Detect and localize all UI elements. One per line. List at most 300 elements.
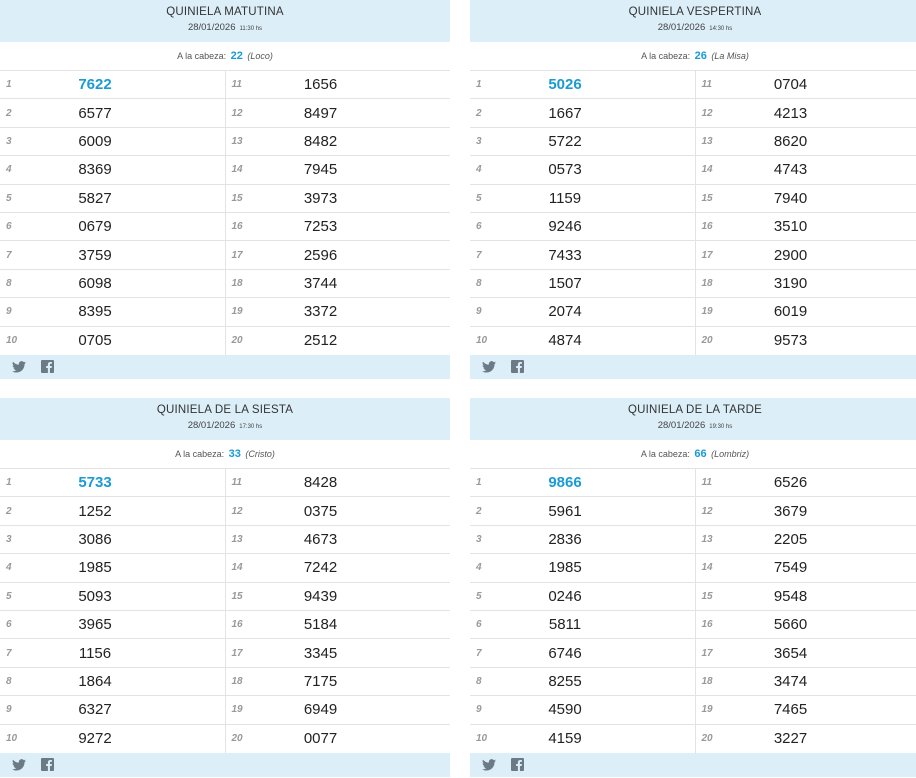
result-number: 9866 xyxy=(548,474,582,492)
result-position: 12 xyxy=(701,505,713,517)
result-row xyxy=(696,554,916,582)
result-row xyxy=(0,327,225,355)
result-number: 3973 xyxy=(303,189,338,207)
result-number: 9272 xyxy=(78,730,112,748)
result-position: 16 xyxy=(231,221,243,233)
card-date: 28/01/2026 xyxy=(187,420,236,431)
result-row xyxy=(470,298,695,326)
result-row xyxy=(0,497,225,525)
result-number: 3227 xyxy=(773,730,808,748)
quiniela-card xyxy=(0,398,450,777)
result-position: 15 xyxy=(231,590,243,602)
result-position: 7 xyxy=(6,249,12,261)
result-position: 1 xyxy=(476,477,482,489)
result-position: 11 xyxy=(231,477,242,489)
result-number: 5026 xyxy=(548,76,582,94)
result-position: 3 xyxy=(6,533,12,545)
result-number: 2074 xyxy=(548,303,582,321)
cabeza-row xyxy=(0,440,450,469)
result-position: 15 xyxy=(701,590,713,602)
result-row xyxy=(226,583,451,611)
result-row xyxy=(696,213,916,241)
result-position: 6 xyxy=(6,221,12,233)
result-row xyxy=(470,270,695,298)
result-position: 12 xyxy=(701,107,713,119)
twitter-icon[interactable] xyxy=(482,758,496,772)
result-number: 3086 xyxy=(78,530,112,548)
result-position: 5 xyxy=(476,192,482,204)
result-position: 8 xyxy=(476,675,482,687)
card-header xyxy=(470,0,916,42)
result-position: 7 xyxy=(6,647,12,659)
facebook-icon[interactable] xyxy=(510,360,524,374)
result-row xyxy=(226,241,451,269)
result-row xyxy=(0,611,225,639)
result-number: 0375 xyxy=(303,502,338,520)
result-number: 0705 xyxy=(78,332,112,350)
result-row xyxy=(470,526,695,554)
result-row xyxy=(470,583,695,611)
result-position: 12 xyxy=(231,505,243,517)
result-number: 4874 xyxy=(548,332,582,350)
result-row xyxy=(696,128,916,156)
result-number: 1656 xyxy=(303,76,338,94)
result-position: 3 xyxy=(476,533,482,545)
result-row xyxy=(226,696,451,724)
result-number: 4673 xyxy=(303,530,338,548)
result-row xyxy=(696,298,916,326)
results-column-left xyxy=(0,71,226,355)
result-position: 9 xyxy=(476,306,482,318)
results-column-left xyxy=(470,71,696,355)
result-row xyxy=(696,469,916,497)
cabeza-label: A la cabeza: xyxy=(641,51,691,61)
cabeza-name: (Loco) xyxy=(247,51,273,61)
card-date: 28/01/2026 xyxy=(657,420,706,431)
cabeza-name: (La Misa) xyxy=(711,51,749,61)
result-number: 5184 xyxy=(303,616,338,634)
result-position: 10 xyxy=(6,733,18,745)
result-position: 17 xyxy=(231,249,243,261)
cabeza-row xyxy=(470,440,916,469)
card-footer xyxy=(0,355,450,379)
result-position: 16 xyxy=(701,619,713,631)
result-number: 6098 xyxy=(78,274,112,292)
results-grid xyxy=(470,71,916,355)
twitter-icon[interactable] xyxy=(12,758,26,772)
result-number: 8482 xyxy=(303,132,338,150)
result-position: 5 xyxy=(476,590,482,602)
result-position: 16 xyxy=(701,221,713,233)
card-time: 19:30 hs xyxy=(709,424,733,430)
result-number: 5660 xyxy=(773,616,808,634)
result-number: 9246 xyxy=(548,218,582,236)
result-position: 6 xyxy=(476,619,482,631)
twitter-icon[interactable] xyxy=(482,360,496,374)
result-number: 7945 xyxy=(303,161,338,179)
card-time: 14:30 hs xyxy=(709,26,733,32)
result-position: 10 xyxy=(476,335,488,347)
facebook-icon[interactable] xyxy=(40,758,54,772)
result-row xyxy=(226,185,451,213)
result-number: 1507 xyxy=(548,274,582,292)
result-position: 9 xyxy=(6,704,12,716)
result-position: 8 xyxy=(6,277,12,289)
result-number: 6577 xyxy=(78,104,112,122)
result-position: 17 xyxy=(701,249,713,261)
result-number: 8255 xyxy=(548,672,582,690)
result-row xyxy=(470,639,695,667)
result-number: 6009 xyxy=(78,132,112,150)
card-date-line xyxy=(0,420,450,431)
card-header xyxy=(470,398,916,440)
result-row xyxy=(226,270,451,298)
result-position: 17 xyxy=(231,647,243,659)
cabeza-row xyxy=(470,42,916,71)
result-number: 3759 xyxy=(78,246,112,264)
quiniela-card xyxy=(470,398,916,777)
result-position: 2 xyxy=(476,107,482,119)
card-title: QUINIELA DE LA SIESTA xyxy=(156,404,294,416)
result-number: 1667 xyxy=(548,104,582,122)
result-position: 14 xyxy=(231,562,243,574)
result-row xyxy=(0,185,225,213)
result-number: 4590 xyxy=(548,701,582,719)
result-position: 11 xyxy=(701,477,712,489)
result-number: 9439 xyxy=(303,587,338,605)
result-position: 17 xyxy=(701,647,713,659)
result-number: 5093 xyxy=(78,587,112,605)
cabeza-number: 22 xyxy=(230,50,243,62)
result-row xyxy=(226,156,451,184)
result-position: 13 xyxy=(701,533,713,545)
result-row xyxy=(470,469,695,497)
cabeza-row xyxy=(0,42,450,71)
card-time: 11:30 hs xyxy=(239,26,263,32)
result-number: 7622 xyxy=(78,76,112,94)
result-row xyxy=(226,327,451,355)
result-row xyxy=(696,99,916,127)
result-position: 19 xyxy=(231,704,243,716)
result-position: 7 xyxy=(476,249,482,261)
result-number: 8428 xyxy=(303,474,338,492)
result-position: 18 xyxy=(231,675,243,687)
result-position: 11 xyxy=(701,79,712,91)
result-number: 1985 xyxy=(548,559,582,577)
result-position: 4 xyxy=(6,562,12,574)
results-grid xyxy=(0,469,450,753)
result-position: 1 xyxy=(6,477,12,489)
result-position: 2 xyxy=(6,107,12,119)
result-number: 7940 xyxy=(773,189,808,207)
result-row xyxy=(696,71,916,99)
result-position: 6 xyxy=(6,619,12,631)
cabeza-label: A la cabeza: xyxy=(640,449,690,459)
result-position: 20 xyxy=(231,335,243,347)
result-number: 5811 xyxy=(548,616,582,634)
result-position: 1 xyxy=(476,79,482,91)
result-position: 2 xyxy=(6,505,12,517)
result-number: 1159 xyxy=(548,189,582,207)
result-position: 15 xyxy=(701,192,713,204)
result-position: 3 xyxy=(476,135,482,147)
result-position: 20 xyxy=(701,733,713,745)
result-number: 3372 xyxy=(303,303,338,321)
cabeza-label: A la cabeza: xyxy=(177,51,227,61)
result-row xyxy=(0,128,225,156)
result-row xyxy=(696,185,916,213)
result-number: 9548 xyxy=(773,587,808,605)
results-grid xyxy=(470,469,916,753)
result-position: 20 xyxy=(231,733,243,745)
result-number: 2900 xyxy=(773,246,808,264)
result-number: 3654 xyxy=(773,644,808,662)
result-number: 0679 xyxy=(78,218,112,236)
result-row xyxy=(696,156,916,184)
result-number: 3965 xyxy=(78,616,112,634)
result-row xyxy=(696,270,916,298)
result-position: 14 xyxy=(701,562,713,574)
result-number: 4743 xyxy=(773,161,808,179)
card-title: QUINIELA DE LA TARDE xyxy=(628,404,762,416)
result-row xyxy=(0,526,225,554)
result-number: 2512 xyxy=(303,332,338,350)
result-row xyxy=(470,213,695,241)
result-number: 5722 xyxy=(548,132,582,150)
quiniela-card xyxy=(0,0,450,379)
result-number: 3345 xyxy=(303,644,338,662)
result-number: 7242 xyxy=(303,559,338,577)
result-position: 4 xyxy=(476,562,482,574)
result-row xyxy=(0,725,225,753)
card-header xyxy=(0,398,450,440)
result-position: 13 xyxy=(231,533,243,545)
result-position: 8 xyxy=(476,277,482,289)
result-row xyxy=(470,611,695,639)
result-position: 13 xyxy=(701,135,713,147)
result-position: 14 xyxy=(701,164,713,176)
results-column-left xyxy=(0,469,226,753)
result-row xyxy=(226,668,451,696)
result-row xyxy=(470,497,695,525)
card-date: 28/01/2026 xyxy=(657,22,706,33)
result-number: 5827 xyxy=(78,189,112,207)
result-number: 8497 xyxy=(303,104,338,122)
card-date: 28/01/2026 xyxy=(187,22,236,33)
result-row xyxy=(226,725,451,753)
result-position: 9 xyxy=(476,704,482,716)
result-number: 6526 xyxy=(773,474,808,492)
result-row xyxy=(226,213,451,241)
result-number: 6949 xyxy=(303,701,338,719)
result-row xyxy=(470,99,695,127)
result-number: 0573 xyxy=(548,161,582,179)
result-row xyxy=(696,583,916,611)
result-number: 8395 xyxy=(78,303,112,321)
result-number: 2596 xyxy=(303,246,338,264)
result-row xyxy=(226,128,451,156)
result-row xyxy=(226,526,451,554)
card-footer xyxy=(470,355,916,379)
facebook-icon[interactable] xyxy=(510,758,524,772)
quiniela-card xyxy=(470,0,916,379)
result-number: 4213 xyxy=(773,104,808,122)
result-position: 18 xyxy=(701,277,713,289)
result-position: 16 xyxy=(231,619,243,631)
card-header xyxy=(0,0,450,42)
result-row xyxy=(226,469,451,497)
cabeza-label: A la cabeza: xyxy=(175,449,225,459)
result-row xyxy=(470,327,695,355)
result-number: 7433 xyxy=(548,246,582,264)
results-column-left xyxy=(470,469,696,753)
result-position: 18 xyxy=(701,675,713,687)
card-date-line xyxy=(470,22,916,33)
result-row xyxy=(0,639,225,667)
result-row xyxy=(470,185,695,213)
result-row xyxy=(0,241,225,269)
card-footer xyxy=(0,753,450,777)
result-position: 19 xyxy=(231,306,243,318)
result-row xyxy=(0,554,225,582)
result-position: 11 xyxy=(231,79,242,91)
result-row xyxy=(696,241,916,269)
result-number: 4159 xyxy=(548,730,582,748)
results-column-right xyxy=(226,71,451,355)
result-row xyxy=(0,469,225,497)
result-row xyxy=(470,668,695,696)
result-number: 0246 xyxy=(548,587,582,605)
result-number: 0077 xyxy=(303,730,338,748)
twitter-icon[interactable] xyxy=(12,360,26,374)
card-date-line xyxy=(470,420,916,431)
result-row xyxy=(470,241,695,269)
result-number: 8620 xyxy=(773,132,808,150)
result-row xyxy=(470,696,695,724)
cabeza-number: 33 xyxy=(228,448,241,460)
result-row xyxy=(0,71,225,99)
result-number: 7253 xyxy=(303,218,338,236)
result-position: 18 xyxy=(231,277,243,289)
result-row xyxy=(0,583,225,611)
result-row xyxy=(470,128,695,156)
result-row xyxy=(470,156,695,184)
facebook-icon[interactable] xyxy=(40,360,54,374)
result-row xyxy=(226,497,451,525)
result-number: 1985 xyxy=(78,559,112,577)
result-position: 3 xyxy=(6,135,12,147)
result-row xyxy=(0,156,225,184)
result-number: 1252 xyxy=(78,502,112,520)
result-number: 3510 xyxy=(773,218,808,236)
results-column-right xyxy=(696,469,916,753)
result-position: 8 xyxy=(6,675,12,687)
result-row xyxy=(226,298,451,326)
result-position: 4 xyxy=(6,164,12,176)
result-position: 13 xyxy=(231,135,243,147)
results-column-right xyxy=(226,469,451,753)
result-row xyxy=(696,639,916,667)
result-number: 2836 xyxy=(548,530,582,548)
result-number: 8369 xyxy=(78,161,112,179)
card-title: QUINIELA MATUTINA xyxy=(166,6,284,18)
result-position: 1 xyxy=(6,79,12,91)
result-row xyxy=(0,298,225,326)
result-number: 3744 xyxy=(303,274,338,292)
result-position: 19 xyxy=(701,306,713,318)
result-position: 20 xyxy=(701,335,713,347)
result-number: 7549 xyxy=(773,559,808,577)
result-row xyxy=(226,639,451,667)
result-row xyxy=(470,71,695,99)
result-row xyxy=(696,526,916,554)
result-number: 0704 xyxy=(773,76,808,94)
result-row xyxy=(226,554,451,582)
result-row xyxy=(696,725,916,753)
result-position: 2 xyxy=(476,505,482,517)
result-number: 7465 xyxy=(773,701,808,719)
result-position: 14 xyxy=(231,164,243,176)
result-position: 6 xyxy=(476,221,482,233)
result-number: 1864 xyxy=(78,672,112,690)
result-row xyxy=(696,497,916,525)
result-row xyxy=(226,611,451,639)
result-position: 12 xyxy=(231,107,243,119)
result-number: 7175 xyxy=(303,672,338,690)
result-number: 5961 xyxy=(548,502,582,520)
card-date-line xyxy=(0,22,450,33)
result-row xyxy=(470,554,695,582)
cabeza-name: (Cristo) xyxy=(245,449,275,459)
result-row xyxy=(226,99,451,127)
result-number: 3190 xyxy=(773,274,808,292)
result-position: 10 xyxy=(6,335,18,347)
results-column-right xyxy=(696,71,916,355)
result-position: 9 xyxy=(6,306,12,318)
result-position: 19 xyxy=(701,704,713,716)
result-row xyxy=(0,668,225,696)
result-number: 2205 xyxy=(773,530,808,548)
results-grid xyxy=(0,71,450,355)
result-number: 6019 xyxy=(773,303,808,321)
result-position: 5 xyxy=(6,590,12,602)
cabeza-name: (Lombriz) xyxy=(711,449,750,459)
result-number: 6327 xyxy=(78,701,112,719)
result-number: 5733 xyxy=(78,474,112,492)
result-row xyxy=(696,696,916,724)
result-number: 9573 xyxy=(773,332,808,350)
result-row xyxy=(0,99,225,127)
result-number: 1156 xyxy=(78,644,112,662)
result-number: 3679 xyxy=(773,502,808,520)
result-row xyxy=(226,71,451,99)
card-title: QUINIELA VESPERTINA xyxy=(628,6,762,18)
result-row xyxy=(696,327,916,355)
result-row xyxy=(696,668,916,696)
result-position: 7 xyxy=(476,647,482,659)
result-position: 15 xyxy=(231,192,243,204)
cabeza-number: 26 xyxy=(694,50,707,62)
result-row xyxy=(470,725,695,753)
result-number: 6746 xyxy=(548,644,582,662)
result-row xyxy=(0,270,225,298)
result-row xyxy=(0,213,225,241)
result-position: 10 xyxy=(476,733,488,745)
result-row xyxy=(0,696,225,724)
card-time: 17:30 hs xyxy=(239,424,263,430)
card-footer xyxy=(470,753,916,777)
result-position: 4 xyxy=(476,164,482,176)
